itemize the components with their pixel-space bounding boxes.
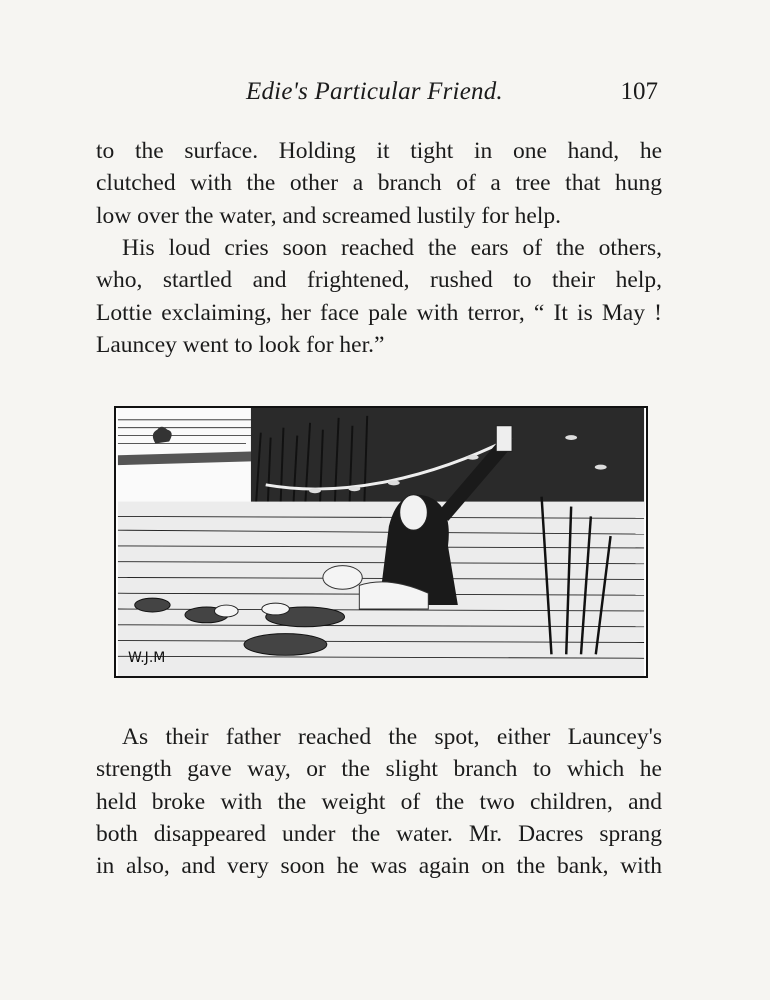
page-number: 107 [620,78,658,105]
text-line: who, startled and frightened, rushed to their help, [96,267,662,294]
running-header [96,78,662,110]
paragraph-2 [96,232,662,361]
running-title: Edie's Particular Friend. [246,78,503,105]
paragraph-1 [96,135,662,232]
artist-signature: W.J.M [128,650,166,666]
pond-rescue-engraving [116,408,646,676]
text-line: low over the water, and screamed lustily for help. [96,202,561,229]
text-line: As their father reached the spot, either Launcey's [122,724,662,750]
text-line: to the surface. Holding it tight in one hand, he [96,138,662,164]
text-line: Lottie exclaiming, her face pale with terror, “ It is May ! [96,299,662,326]
paragraph-3 [96,721,662,882]
engraved-illustration [114,406,648,678]
text-line: His loud cries soon reached the ears of the others, [122,235,662,261]
text-line: held broke with the weight of the two children, and [96,788,662,815]
text-line: clutched with the other a branch of a tree that hung [96,170,662,197]
text-line: strength gave way, or the slight branch to which he [96,756,662,783]
text-line: Launcey went to look for her.” [96,331,385,358]
text-line: both disappeared under the water. Mr. Dacres sprang [96,820,662,847]
text-line: in also, and very soon he was again on the bank, with [96,853,662,880]
